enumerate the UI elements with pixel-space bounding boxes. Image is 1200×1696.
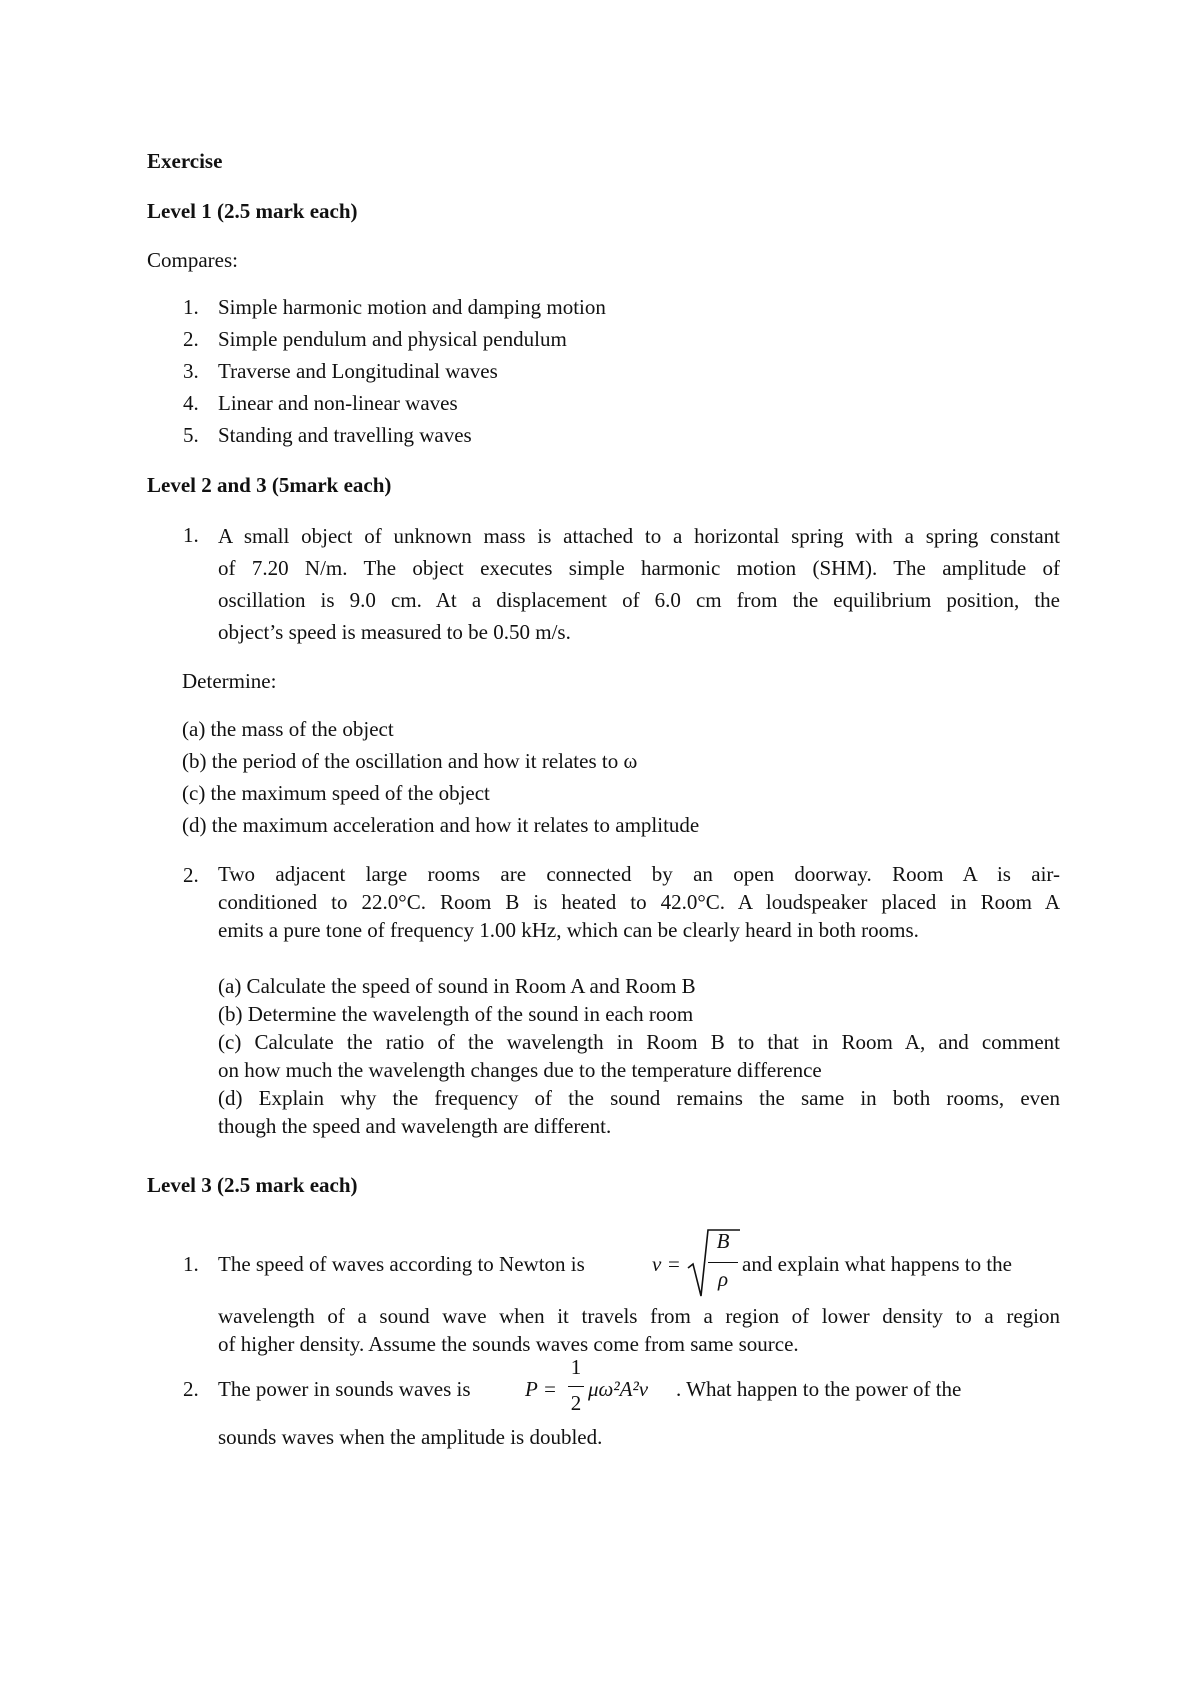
list-item-number: 2. xyxy=(183,327,199,351)
question-part: though the speed and wavelength are different. xyxy=(218,1114,612,1138)
paragraph-line: A small object of unknown mass is attached to a horizontal spring with a spring constant xyxy=(218,524,1060,548)
paragraph-line: emits a pure tone of frequency 1.00 kHz, which can be clearly heard in both rooms. xyxy=(218,918,919,942)
level3-q2-text-after: . What happen to the power of the xyxy=(676,1377,962,1401)
paragraph-line: wavelength of a sound wave when it travels from a region of lower density to a region xyxy=(218,1304,1060,1328)
determine-label: Determine: xyxy=(182,669,277,693)
question-number: 1. xyxy=(183,1252,199,1276)
level1-intro: Compares: xyxy=(147,248,238,272)
paragraph-line: object’s speed is measured to be 0.50 m/s. xyxy=(218,620,571,644)
list-item: Simple pendulum and physical pendulum xyxy=(218,327,567,351)
question-part: (b) the period of the oscillation and how it relates to ω xyxy=(182,749,638,773)
level3-q1-text-before: The speed of waves according to Newton is xyxy=(218,1252,585,1276)
list-item: Linear and non-linear waves xyxy=(218,391,458,415)
level3-q2-text-before: The power in sounds waves is xyxy=(218,1377,471,1401)
question-part: (d) the maximum acceleration and how it relates to amplitude xyxy=(182,813,700,837)
exercise-title: Exercise xyxy=(147,149,223,173)
question-part: (b) Determine the wavelength of the sound in each room xyxy=(218,1002,694,1026)
list-item: Traverse and Longitudinal waves xyxy=(218,359,498,383)
paragraph-line: oscillation is 9.0 cm. At a displacement of 6.0 cm from the equilibrium position, the xyxy=(218,588,1060,612)
list-item-number: 4. xyxy=(183,391,199,415)
level23-heading: Level 2 and 3 (5mark each) xyxy=(147,473,392,497)
question-number: 1. xyxy=(183,523,199,547)
level1-heading: Level 1 (2.5 mark each) xyxy=(147,199,358,223)
question-part: (d) Explain why the frequency of the sound remains the same in both rooms, even xyxy=(218,1086,1060,1110)
list-item: Standing and travelling waves xyxy=(218,423,472,447)
question-number: 2. xyxy=(183,1377,199,1401)
question-part: (c) the maximum speed of the object xyxy=(182,781,490,805)
list-item: Simple harmonic motion and damping motion xyxy=(218,295,606,319)
list-item-number: 3. xyxy=(183,359,199,383)
fraction-bar xyxy=(708,1262,738,1263)
list-item-number: 5. xyxy=(183,423,199,447)
equation-lhs: P = xyxy=(525,1377,557,1401)
question-part: (a) the mass of the object xyxy=(182,717,394,741)
equation-denominator: ρ xyxy=(717,1267,729,1291)
equation-numerator: B xyxy=(716,1229,730,1253)
fraction-bar xyxy=(568,1386,584,1387)
level3-q1-text-after: and explain what happens to the xyxy=(742,1252,1013,1276)
question-part: (a) Calculate the speed of sound in Room A and Room B xyxy=(218,974,696,998)
question-part: on how much the wavelength changes due to the temperature difference xyxy=(218,1058,822,1082)
level3-q2-line2: sounds waves when the amplitude is doubled. xyxy=(218,1425,603,1449)
equation-lhs: v = xyxy=(652,1252,681,1276)
level3-heading: Level 3 (2.5 mark each) xyxy=(147,1173,358,1197)
question-part: (c) Calculate the ratio of the wavelength in Room B to that in Room A, and comment xyxy=(218,1030,1060,1054)
equation-body: μω²A²v xyxy=(588,1377,649,1401)
paragraph-line: conditioned to 22.0°C. Room B is heated to 42.0°C. A loudspeaker placed in Room A xyxy=(218,890,1060,914)
equation-denominator: 2 xyxy=(570,1391,582,1415)
paragraph-line: Two adjacent large rooms are connected by an open doorway. Room A is air- xyxy=(218,862,1060,886)
paragraph-line: of higher density. Assume the sounds waves come from same source. xyxy=(218,1332,799,1356)
level3-question1-body xyxy=(218,1302,1060,1358)
list-item-number: 1. xyxy=(183,295,199,319)
paragraph-line: of 7.20 N/m. The object executes simple harmonic motion (SHM). The amplitude of xyxy=(218,556,1060,580)
equation-numerator: 1 xyxy=(570,1355,582,1379)
question-number: 2. xyxy=(183,863,199,887)
